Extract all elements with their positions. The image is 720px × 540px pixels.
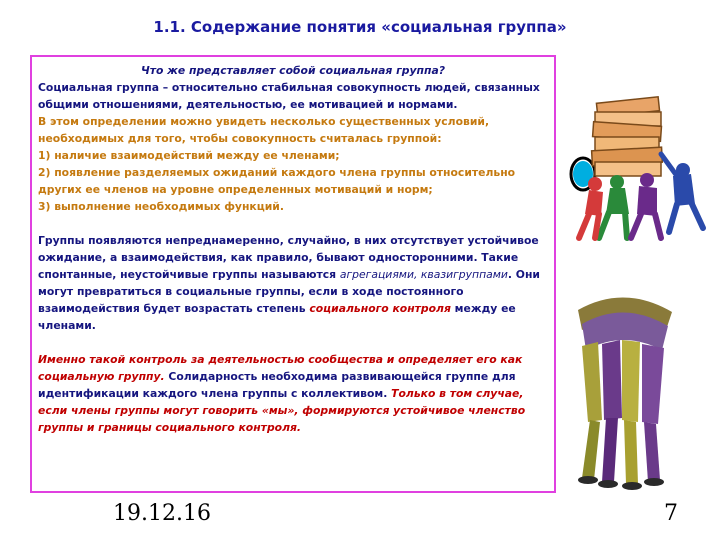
term-social-control: социального контроля [309,302,451,315]
content-box [30,55,556,493]
paragraph-text: между ее членами. [38,302,516,332]
paragraph-text: Группы появляются непреднамеренно, случайно, в них отсутствует устойчивое ожидание, а взаимодействия, как правило, бывают односторонними. Такие спонтанные, неустойчивые группы называются [38,234,539,281]
people-carrying-books-image [565,92,715,242]
condition-item: 2) появление разделяемых ожиданий каждого члена группы относительно других ее членов на уровне определенных мотиваций и норм; [38,166,516,196]
definition-text: Социальная группа – относительно стабильная совокупность людей, связанных общими отношениями, деятельностью, ее мотивацией и нормами. [38,81,540,111]
condition-item: 3) выполнение необходимых функций. [38,200,284,213]
emphasis-text: Только в том случае, если члены группы могут говорить «мы», формируются устойчивое членство группы и границы социального контроля. [38,387,526,434]
page-number: 7 [664,501,678,526]
group-huddle-image [568,290,680,490]
term-aggregations: агрегациями, квазигруппами [339,268,508,281]
question-heading: Что же представляет собой социальная группа? [141,64,445,77]
paragraph-solidarity [38,351,548,436]
footer-date: 19.12.16 [113,501,211,526]
paragraph-text: Солидарность необходима развивающейся группе для идентификации каждого члена группы с коллективом. [38,370,516,400]
paragraph-text: . Они могут превратиться в социальные группы, если в ходе постоянного взаимодействия будет возрастать степень [38,268,540,315]
slide-title: 1.1. Содержание понятия «социальная группа» [153,18,567,36]
conditions-intro: В этом определении можно увидеть несколько существенных условий, необходимых для того, чтобы совокупность считалась группой: [38,115,490,145]
paragraph-groups [38,232,548,334]
emphasis-text: Именно такой контроль за деятельностью сообщества и определяет его как социальную группу. [38,353,523,383]
condition-item: 1) наличие взаимодействий между ее членами; [38,149,340,162]
